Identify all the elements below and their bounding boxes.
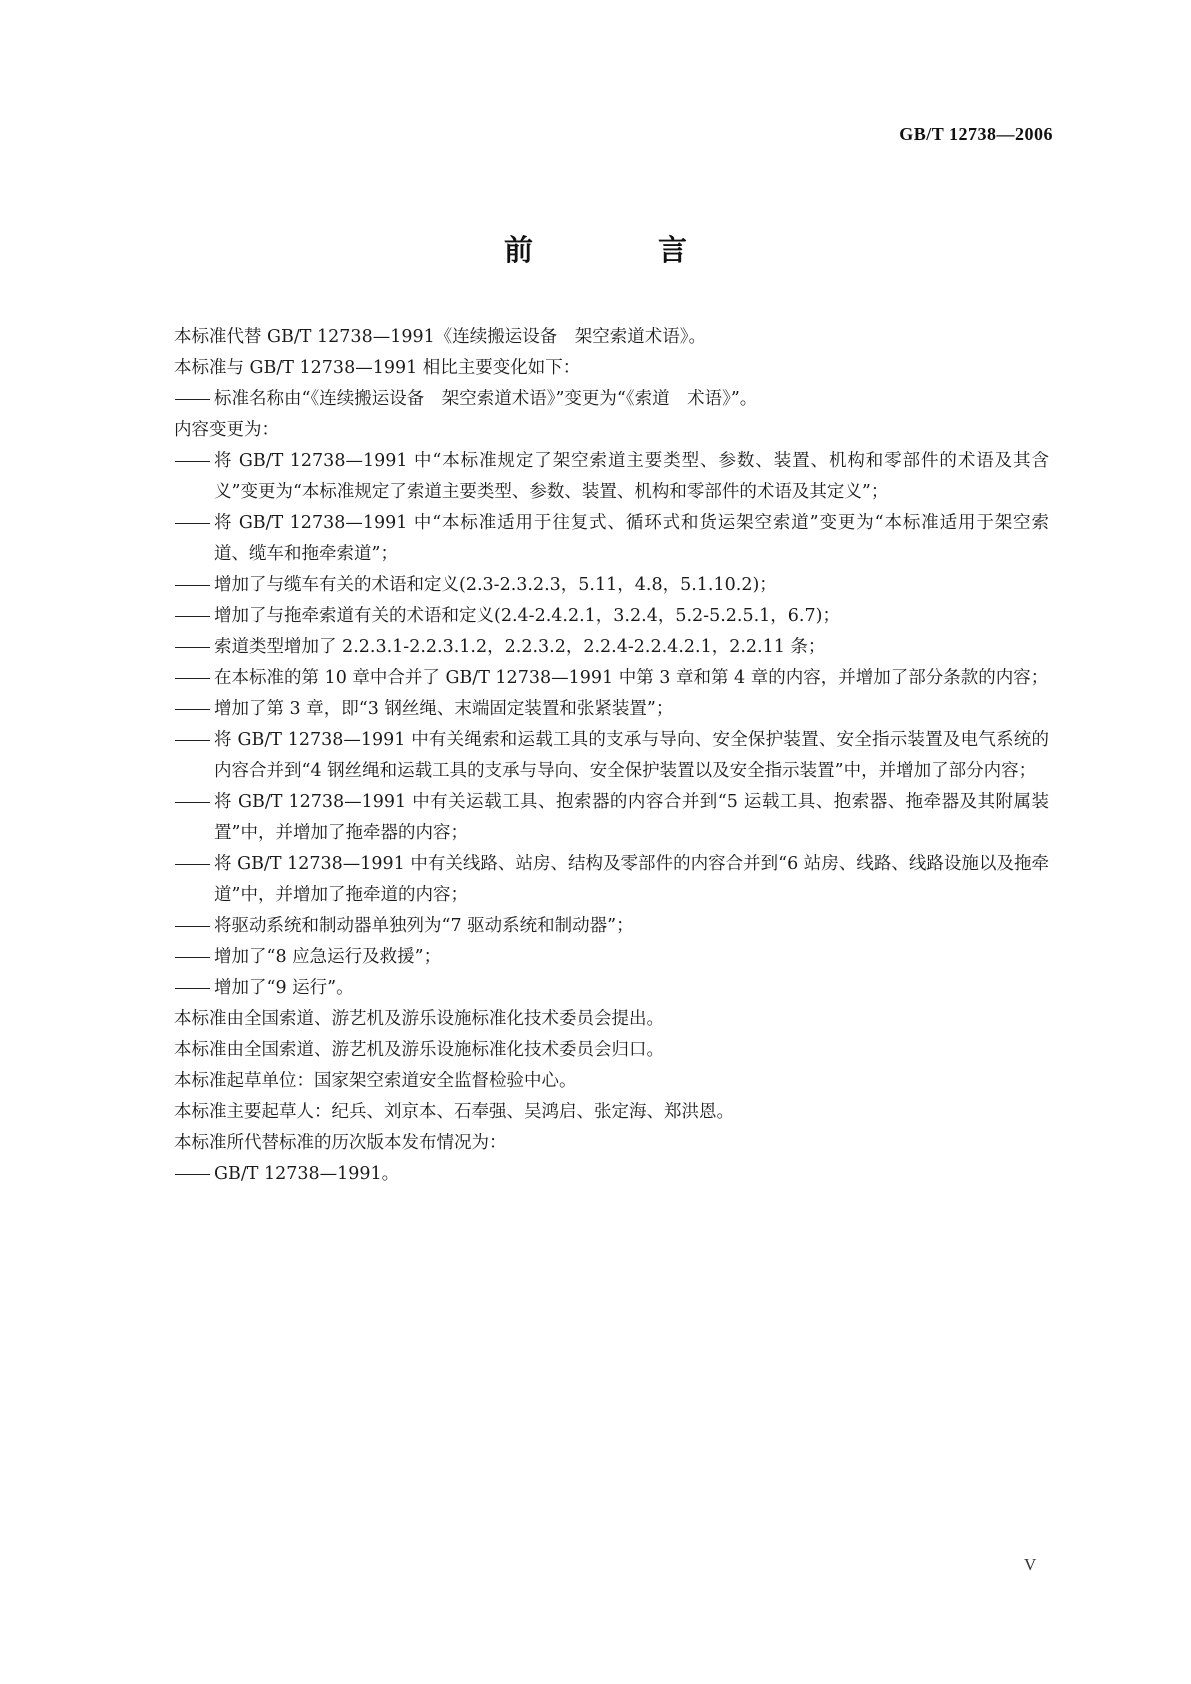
dash-list-item: 增加了“8 应急运行及救援”；	[174, 942, 1049, 973]
paragraph: 内容变更为：	[174, 420, 279, 440]
dash-list-item: 在本标准的第 10 章中合并了 GB/T 12738—1991 中第 3 章和第 4 章的内容，并增加了部分条款的内容；	[174, 663, 1049, 694]
dash-list-item: 增加了第 3 章，即“3 钢丝绳、末端固定装置和张紧装置”；	[174, 694, 1049, 725]
dash-list-item: 将驱动系统和制动器单独列为“7 驱动系统和制动器”；	[174, 911, 1049, 942]
paragraph: 本标准与 GB/T 12738—1991 相比主要变化如下：	[174, 358, 581, 378]
dash-list-item: 增加了与拖牵索道有关的术语和定义(2.4-2.4.2.1，3.2.4，5.2-5.2.5.1，6.7)；	[174, 601, 1049, 632]
page-title: 前 言	[503, 233, 735, 267]
dash-list-item: GB/T 12738—1991。	[174, 1159, 1049, 1190]
dash-list-item: 将 GB/T 12738—1991 中有关绳索和运载工具的支承与导向、安全保护装置、安全指示装置及电气系统的内容合并到“4 钢丝绳和运载工具的支承与导向、安全保护装置以及安全指示装置”中，并增加了部分内容；	[174, 725, 1049, 787]
dash-list-item: 增加了与缆车有关的术语和定义(2.3-2.3.2.3，5.11，4.8，5.1.10.2)；	[174, 570, 1049, 601]
dash-list-item: 索道类型增加了 2.2.3.1-2.2.3.1.2，2.2.3.2，2.2.4-2.2.4.2.1，2.2.11 条；	[174, 632, 1049, 663]
standard-code: GB/T 12738—2006	[899, 124, 1053, 144]
dash-list-item: 将 GB/T 12738—1991 中“本标准适用于往复式、循环式和货运架空索道”变更为“本标准适用于架空索道、缆车和拖牵索道”；	[174, 508, 1049, 570]
paragraph: 本标准代替 GB/T 12738—1991《连续搬运设备 架空索道术语》。	[174, 327, 706, 347]
dash-list-item: 将 GB/T 12738—1991 中“本标准规定了架空索道主要类型、参数、装置、机构和零部件的术语及其含义”变更为“本标准规定了索道主要类型、参数、装置、机构和零部件的术语及其定义”；	[174, 446, 1049, 508]
dash-list-item: 将 GB/T 12738—1991 中有关线路、站房、结构及零部件的内容合并到“6 站房、线路、线路设施以及拖牵道”中，并增加了拖牵道的内容；	[174, 849, 1049, 911]
dash-list-item: 将 GB/T 12738—1991 中有关运载工具、抱索器的内容合并到“5 运载工具、抱索器、拖牵器及其附属装置”中，并增加了拖牵器的内容；	[174, 787, 1049, 849]
page-number: V	[1024, 1555, 1037, 1574]
paragraph: 本标准起草单位：国家架空索道安全监督检验中心。	[174, 1071, 577, 1091]
paragraph: 本标准主要起草人：纪兵、刘京本、石奉强、吴鸿启、张定海、郑洪恩。	[174, 1102, 734, 1122]
dash-list-item: 标准名称由“《连续搬运设备 架空索道术语》”变更为“《索道 术语》”。	[174, 384, 1049, 415]
paragraph: 本标准由全国索道、游艺机及游乐设施标准化技术委员会归口。	[174, 1040, 664, 1060]
dash-list-item: 增加了“9 运行”。	[174, 973, 1049, 1004]
paragraph: 本标准由全国索道、游艺机及游乐设施标准化技术委员会提出。	[174, 1009, 664, 1029]
paragraph: 本标准所代替标准的历次版本发布情况为：	[174, 1133, 507, 1153]
foreword-body	[174, 322, 1049, 1190]
